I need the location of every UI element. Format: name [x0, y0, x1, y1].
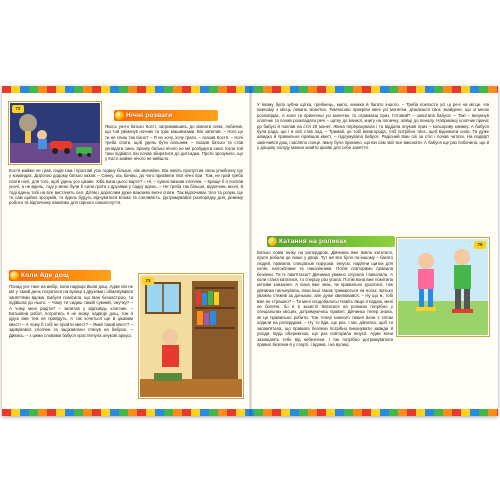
room-with-shelf-picture [140, 275, 243, 398]
book-spine [249, 86, 252, 416]
illustration-number: 75 [474, 241, 486, 249]
rollerskating-story: Батько повів Іннку на ролердром. Дівчинка вже вміла кататися, проте робила це лише у дворі. Тут же все було по-іншому – багато людей, правила, спеціальні порушки. Іннусю, надягни щитки для колін, налокітники та наколінники. Потім повторимо правила безпеки. Ти їх пам'ятаєш? Дівчинка уважно слухала і виконала. А коли стала кататися, то спершу раз упала. Потім вона вже помітила мотиви ковзання. А вона вже знає, як правильно рухатися, тож дівчинка пильнувала, поки інші також тримаються на ногах. Батько уважно стежив за донькою, але дуже хвилювався. – Ну що ж, тобі вже не страшно? – Та мені сподобалось! Навіть якщо я падаю, мені не боляче, бо я в захисті! Кататися на роликах потрібно у спеціальних місцях, дотримуючись правил. Дівчинка тепер знала, як це правильно робити. Тож тепер кожного тижня вони з татом ходили на ролердром. – Ну то йди, ще раз. І ми, дівчатка, щоб ти запам'ятала, що правила безпеки потрібно виконувати завжди й усюди. Будь обережною, ще раз повторила Іннуся. Адже вони захищають тебе від небезпеки. І так потрібно дотримуватися правил безпеки й у спорті, і вдома, і на вулиці. [257, 250, 393, 347]
intro-paragraph: Якось уночі батько Кості, затримавшись до кімнати сина, побачив, що той увімкнув ночник та грає машинками. Він запитав: – Чого це ти не спиш так пізно? – Я не хочу, хочу грати, – сказав Костя. – Ночі треба спати, щоб удень бути сильним, – сказав батько та став укладати сина. Зранку батько нічого не міг розбудити сина. Коли той таки підвівся, він почав збиратися до дитсадка. Проте зрозуміло, що у Кості майже нічого не вийшло. [105, 124, 243, 162]
section-title-rollerskating [267, 236, 395, 247]
quest-story-continuation: У якому була зубна щітка, гребінець, мило, книжка й багато іншого. – Треба покласти усі ці речі на місце. На кожному з місць лежить монетка. Тимчасово прикріпи мені усі монетки, дізнаєшся своє знайдене, що зі мною розповідає. А коли ти принесеш усі монетки, то отримаєш приз. Готовий? – запитала бабуся. – Так! – вигукнув хлопчик та почав розкладати речі – щітку до ванної, книгу на поличку, олівці до пеналу. Наприкінці хлопчик приніс до бабусі й поклав на стіл 20 монет. Жінка перерахувала і та віддала онукові приз – кольорову книжку. А бабуся була рада, що і в хаті став лад. – Тримай, це тобі винагорода, тобі потрібно твоє, щоб відновити сили. Ти дуже швидко й правильно пройшов квест, – підсумувала бабуся. Радісний Іван сів за стіл і почав читати. На подвір'ї закінчився дощ і засяяло сонце. Івану було приємно, що він сам зміг все виконати. А бабуся ще раз побачила, що й у дощову погоду можна знайти цікаве для себе заняття. [257, 102, 489, 151]
bullet-icon: • [10, 271, 19, 280]
right-page [255, 94, 493, 408]
night-games-story: Костя майже не грав, сидів сам і проспав усю годину більше, ніж звичайно. Він навіть пропустив свою улюблену гру у командах. Дорогою додому батько казав: – Синку, ось бачиш, до чого призвели твої нічні ігри. Тож, не грай треба спати ночі, для того, щоб удень усе цікаве. Хіба вона цього варте? – Ні, – сумно визнав хлопчик. – Краще б я поспав уночі, а не вдень, тоді у мене були б сили грати з друзями у садку вдень. – Не треба так більше, відпочинь вночі, й тоді вдень тобі на все вистачить сил. Дітям і дорослим дуже важливо вночі спати. Так відпочиває тіло та розум. Це ти сам щойно зрозумів, то вдень будуть відчуватися втома та сонливість. Дотримувайся розпорядку дня, режиму роботи та відпочинку важливо для гарного самопочуття. [9, 168, 243, 206]
section-title-text: Нічні розваги [126, 112, 173, 119]
illustration-number: 72 [12, 105, 24, 113]
left-page [7, 94, 247, 408]
rainy-day-illustration [139, 274, 243, 398]
bullet-icon: • [268, 237, 277, 246]
skating-picture [398, 239, 489, 336]
rollerdrome-illustration [397, 238, 489, 336]
book-spread [2, 86, 498, 416]
night-games-illustration [9, 102, 101, 164]
section-title-rain [9, 270, 111, 281]
section-title-text: Коли йде дощ [21, 272, 69, 279]
section-title-text: Катання на роликах [279, 238, 348, 245]
bullet-icon: • [115, 111, 124, 120]
section-title-night-games [114, 110, 218, 121]
rain-story: Понад усе таке на вибір, коли надворі йшов дощ. Адже він не міг у такий день погратися на вулиці з друзями і обмежувався заняттями вдома. Бабуся помітила, що Іван безнастрою, та підійшла до нього. – Чому ти сидиш такий сумний, онучку? – А чому мені радіти? – запитав у відповідь хлопчик. – Батьківна робот, погратись я не можу, надворі дощ, тож я друзі вже теж не прийдуть. А так хочеться ще й цікавим квест! – А чому б тобі не пройти квест? – Який такий квест? – здивувався хлопчик та зацікавлено глянув на бабусю. – Дивись, – з цими словами бабуся простягнула онукові аркуш. [9, 284, 133, 338]
illustration-number: 73 [142, 277, 154, 285]
